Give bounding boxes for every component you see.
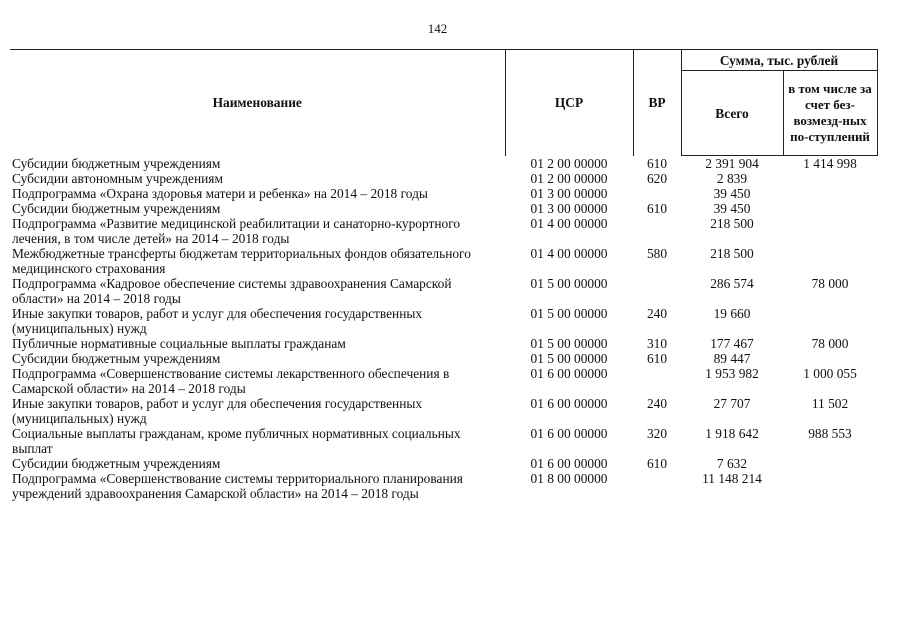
table-row	[10, 276, 877, 306]
row-name: Межбюджетные трансферты бюджетам территориальных фондов обязательного медицинского страхования	[12, 246, 471, 276]
row-free	[783, 306, 877, 336]
row-free	[783, 201, 877, 216]
row-total: 89 447	[713, 351, 751, 366]
row-total: 2 839	[716, 171, 748, 186]
row-name: Субсидии бюджетным учреждениям	[12, 351, 221, 366]
row-name: Субсидии бюджетным учреждениям	[12, 201, 221, 216]
row-csr: 01 6 00 00000	[530, 396, 608, 411]
row-vr	[633, 276, 681, 306]
row-csr: 01 3 00 00000	[530, 201, 608, 216]
row-free: 1 414 998	[803, 156, 857, 171]
row-vr: 620	[646, 171, 668, 186]
row-name: Подпрограмма «Развитие медицинской реабилитации и санаторно-курортного лечения, в том числе детей» на 2014 – 2018 годы	[12, 216, 461, 246]
row-free	[783, 186, 877, 201]
row-csr: 01 2 00 00000	[530, 171, 608, 186]
row-vr: 320	[646, 426, 668, 441]
row-csr: 01 6 00 00000	[530, 366, 608, 381]
table-row	[10, 216, 877, 246]
row-vr: 610	[646, 351, 668, 366]
row-free: 78 000	[811, 276, 849, 291]
row-name: Субсидии бюджетным учреждениям	[12, 456, 221, 471]
table-row	[10, 336, 877, 351]
row-total: 39 450	[713, 186, 751, 201]
row-vr	[633, 216, 681, 246]
row-vr	[633, 471, 681, 501]
row-name: Публичные нормативные социальные выплаты гражданам	[12, 336, 346, 351]
row-total: 286 574	[710, 276, 754, 291]
row-csr: 01 3 00 00000	[530, 186, 608, 201]
row-vr	[633, 186, 681, 201]
row-csr: 01 5 00 00000	[530, 351, 608, 366]
row-csr: 01 6 00 00000	[530, 456, 608, 471]
table-row	[10, 351, 877, 366]
row-total: 11 148 214	[702, 471, 762, 486]
table-row	[10, 246, 877, 276]
table-row	[10, 306, 877, 336]
row-total: 7 632	[716, 456, 748, 471]
row-name: Иные закупки товаров, работ и услуг для обеспечения государственных (муниципальных) нужд	[12, 306, 423, 336]
header-csr: ЦСР	[505, 50, 633, 156]
row-vr: 310	[646, 336, 668, 351]
row-total: 218 500	[710, 216, 754, 231]
row-free: 78 000	[811, 336, 849, 351]
row-total: 1 918 642	[705, 426, 759, 441]
row-name: Субсидии автономным учреждениям	[12, 171, 223, 186]
row-name: Иные закупки товаров, работ и услуг для обеспечения государственных (муниципальных) нужд	[12, 396, 423, 426]
row-name: Подпрограмма «Кадровое обеспечение системы здравоохранения Самарской области» на 2014 – 2018 годы	[12, 276, 452, 306]
table-row	[10, 201, 877, 216]
row-csr: 01 8 00 00000	[530, 471, 608, 486]
budget-table	[10, 49, 878, 501]
header-vr: ВР	[633, 50, 681, 156]
row-vr: 610	[646, 456, 668, 471]
table-row	[10, 156, 877, 172]
row-total: 218 500	[710, 246, 754, 261]
row-name: Подпрограмма «Охрана здоровья матери и ребенка» на 2014 – 2018 годы	[12, 186, 428, 201]
row-free	[783, 216, 877, 246]
table-row	[10, 396, 877, 426]
table-body	[10, 156, 877, 502]
row-name: Подпрограмма «Совершенствование системы территориального планирования учреждений здравоохранения Самарской области» на 2014 – 2018 годы	[12, 471, 463, 501]
row-vr: 240	[646, 306, 668, 321]
row-vr: 610	[646, 201, 668, 216]
row-total: 1 953 982	[705, 366, 759, 381]
header-sum-group: Сумма, тыс. рублей	[681, 50, 877, 71]
page-number: 142	[427, 21, 448, 36]
row-csr: 01 5 00 00000	[530, 276, 608, 291]
row-free: 11 502	[811, 396, 849, 411]
table-row	[10, 171, 877, 186]
row-csr: 01 5 00 00000	[530, 336, 608, 351]
row-free	[783, 456, 877, 471]
row-csr: 01 6 00 00000	[530, 426, 608, 441]
table-row	[10, 456, 877, 471]
row-csr: 01 5 00 00000	[530, 306, 608, 321]
row-name: Социальные выплаты гражданам, кроме публичных нормативных социальных выплат	[12, 426, 461, 456]
row-name: Субсидии бюджетным учреждениям	[12, 155, 221, 171]
table-row	[10, 471, 877, 501]
row-csr: 01 2 00 00000	[530, 155, 608, 171]
row-vr	[633, 366, 681, 396]
budget-table-container	[10, 49, 877, 501]
row-free: 988 553	[808, 426, 852, 441]
table-row	[10, 426, 877, 456]
row-free	[783, 471, 877, 501]
row-csr: 01 4 00 00000	[530, 246, 608, 261]
header-total: Всего	[681, 71, 783, 156]
row-total: 19 660	[713, 306, 751, 321]
row-vr: 240	[646, 396, 668, 411]
table-row	[10, 366, 877, 396]
row-total: 39 450	[713, 201, 751, 216]
row-vr: 580	[646, 246, 668, 261]
row-vr: 610	[646, 155, 668, 171]
row-name: Подпрограмма «Совершенствование системы лекарственного обеспечения в Самарской области» на 2014 – 2018 годы	[12, 366, 450, 396]
row-total: 177 467	[710, 336, 754, 351]
row-free	[783, 351, 877, 366]
row-csr: 01 4 00 00000	[530, 216, 608, 231]
row-total: 2 391 904	[705, 156, 759, 171]
table-row	[10, 186, 877, 201]
header-free: в том числе за счет без-возмезд-ных по-ступлений	[783, 71, 877, 156]
header-name: Наименование	[10, 50, 505, 156]
row-free	[783, 246, 877, 276]
row-free: 1 000 055	[803, 366, 857, 381]
table-header	[10, 50, 877, 156]
row-free	[783, 171, 877, 186]
row-total: 27 707	[713, 396, 751, 411]
